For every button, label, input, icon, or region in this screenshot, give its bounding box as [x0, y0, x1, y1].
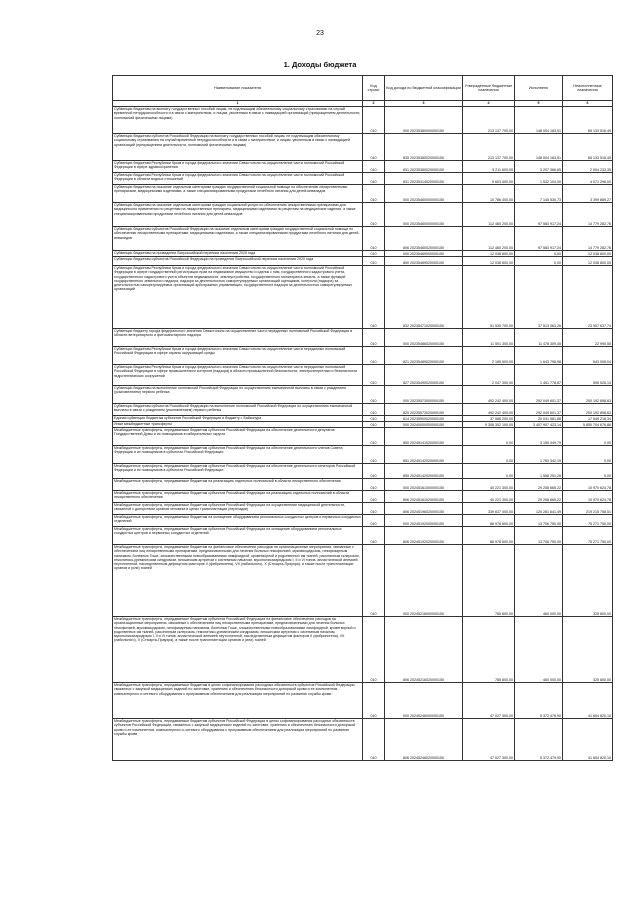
row-budget-code: 806 20245216020000150 [385, 617, 463, 683]
row-executed: 120 281 641,49 [515, 503, 563, 515]
row-unexecuted: 200 192 898,63 [563, 404, 613, 416]
table-row [113, 173, 613, 185]
row-budget-code: 806 20245192020000150 [385, 527, 463, 545]
table-row [113, 404, 613, 416]
row-budget-code: 000 20235469000000150 [385, 251, 463, 257]
table-row [113, 257, 613, 266]
row-approved: 213 137 700,00 [463, 134, 515, 161]
row-unexecuted: 5 850 704 676,86 [563, 422, 613, 428]
row-unexecuted: 75 271 750,00 [563, 515, 613, 527]
header-unexecuted: Неисполненные назначения [563, 76, 613, 101]
row-executed: 1 532 104,00 [515, 173, 563, 185]
row-executed: 5 372 478,90 [515, 683, 563, 719]
row-approved: 112 460 200,00 [463, 203, 515, 227]
row-budget-code: 814 20235900020000150 [385, 416, 463, 422]
row-line-code: 010 [363, 422, 385, 428]
row-line-code: 010 [363, 719, 385, 761]
row-name: Субвенции бюджетам на выплату государственных пособий лицам, не подлежащим обязательному социальному страхованию на случай временной нетрудоспособности и в связи с материнством, и лицам, уволенным в связи с ликвидацией организаций (прекращением деятельности, полномочий физическими лицами) [113, 107, 363, 134]
row-approved: 492 242 400,00 [463, 404, 515, 416]
row-executed: 97 583 917,24 [515, 227, 563, 251]
column-number: 1 [113, 101, 363, 107]
row-line-code: 010 [363, 251, 385, 257]
row-approved: 0,00 [463, 428, 515, 446]
row-name: Иные межбюджетные трансферты [113, 422, 363, 428]
row-line-code: 010 [363, 404, 385, 416]
row-name: Субвенции бюджетам субъектов Российской Федерации на оказание отдельным категориям граждан государственной социальной помощи по обеспечению лекарственными препаратами, медицинскими изделиями, а также специализированными продуктами лечебного питания для детей-инвалидов [113, 227, 363, 251]
table-row [113, 503, 613, 515]
row-name: Субвенции бюджетам Республики Крым и города федерального значения Севастополя на осуществление части полномочий Российской Федерации в области водных отношений [113, 173, 363, 185]
table-row [113, 545, 613, 617]
row-unexecuted: 12 038 800,00 [563, 251, 613, 257]
row-unexecuted: 325 800,00 [563, 545, 613, 617]
row-budget-code: 000 20235460000000150 [385, 203, 463, 227]
column-number: 6 [563, 101, 613, 107]
row-executed: 37 513 063,26 [515, 266, 563, 329]
row-name: Межбюджетные трансферты, передаваемые бюджетам субъектов Российской Федерации на реализацию отдельных полномочий в области лекарственного обеспечения [113, 491, 363, 503]
row-line-code: 010 [363, 446, 385, 464]
row-approved: 112 460 200,00 [463, 227, 515, 251]
row-budget-code: 821 20235489020000150 [385, 347, 463, 365]
row-approved: 12 038 800,00 [463, 251, 515, 257]
row-name: Субвенции бюджетам Республики Крым и города федерального значения Севастополя на осуществление части переданных полномочий Российской Федерации в сфере промышленного контроля (надзора) в области промышленной безопасности, электроэнергетики и безопасности гидротехнических сооружений [113, 365, 363, 386]
row-executed: 13 706 750,00 [515, 515, 563, 527]
row-name: Субвенции бюджетам на проведение Всероссийской переписи населения 2020 года [113, 251, 363, 257]
row-executed: 0,00 [515, 251, 563, 257]
row-executed: 460 000,00 [515, 545, 563, 617]
column-number: 4 [463, 101, 515, 107]
row-line-code: 010 [363, 134, 385, 161]
row-unexecuted: 17 549 218,34 [563, 416, 613, 422]
row-line-code: 010 [363, 227, 385, 251]
row-approved: 785 800,00 [463, 545, 515, 617]
row-name: Субвенции бюджетам на оказание отдельным категориям граждан социальной услуги по обеспечению лекарственными препаратами для медицинского применения по рецептам на лекарственные препараты, медицинскими изделиями по рецептам на медицинские изделия, а также специализированными продуктами лечебного питания для детей-инвалидов [113, 203, 363, 227]
row-line-code: 010 [363, 365, 385, 386]
row-name: Субвенции бюджетам на выполнение полномочий Российской Федерации по осуществлению ежемесячной выплаты в связи с рождением (усыновлением) первого ребенка [113, 386, 363, 404]
row-budget-code: 806 20245196020000150 [385, 503, 463, 515]
row-executed: 292 049 601,37 [515, 386, 563, 404]
row-unexecuted: 2 004 233,35 [563, 161, 613, 173]
row-line-code: 010 [363, 503, 385, 515]
table-header-row [113, 76, 613, 101]
row-approved: 492 242 400,00 [463, 386, 515, 404]
table-row [113, 107, 613, 134]
row-approved: 785 800,00 [463, 617, 515, 683]
row-executed: 29 258 665,22 [515, 479, 563, 491]
row-executed: 292 049 601,37 [515, 404, 563, 416]
row-line-code: 010 [363, 266, 385, 329]
row-executed: 29 258 665,22 [515, 491, 563, 503]
table-row [113, 527, 613, 545]
table-row [113, 203, 613, 227]
row-unexecuted: 4 071 296,00 [563, 173, 613, 185]
table-row [113, 365, 613, 386]
column-number: 3 [385, 101, 463, 107]
row-line-code: 010 [363, 185, 385, 203]
row-executed: 11 478 309,45 [515, 329, 563, 347]
row-executed: 13 706 750,00 [515, 527, 563, 545]
row-name: Межбюджетные трансферты, передаваемые бюджетам субъектов Российской Федерации на обеспечение деятельности депутатов Государственной Думы и их помощников в избирательных округах [113, 428, 363, 446]
row-unexecuted: 10 970 624,78 [563, 479, 613, 491]
row-line-code: 010 [363, 161, 385, 173]
row-budget-code: 000 20245246000000150 [385, 683, 463, 719]
page-number: 23 [316, 30, 324, 37]
row-line-code: 010 [363, 329, 385, 347]
row-line-code: 010 [363, 683, 385, 719]
table-row [113, 386, 613, 404]
row-executed: 1 643 796,98 [515, 347, 563, 365]
row-line-code: 010 [363, 428, 385, 446]
row-budget-code: 820 20235573020000150 [385, 404, 463, 416]
row-executed: 460 000,00 [515, 617, 563, 683]
table-row [113, 266, 613, 329]
row-approved: 0,00 [463, 464, 515, 479]
row-line-code: 010 [363, 347, 385, 365]
row-unexecuted: 10 970 624,78 [563, 491, 613, 503]
row-line-code: 010 [363, 617, 385, 683]
table-row [113, 617, 613, 683]
row-approved: 2 185 500,00 [463, 347, 515, 365]
table-row [113, 185, 613, 203]
row-budget-code: 831 20235380020000150 [385, 161, 463, 173]
row-name: Межбюджетные трансферты, передаваемые бюджетам на оснащение оборудованием региональных сосудистых центров и первичных сосудистых отделений [113, 515, 363, 527]
table-row [113, 515, 613, 527]
row-line-code: 010 [363, 416, 385, 422]
row-unexecuted: 0,00 [563, 428, 613, 446]
table-row [113, 479, 613, 491]
row-budget-code: 835 20235380020000150 [385, 134, 463, 161]
row-unexecuted: 0,00 [563, 464, 613, 479]
row-executed: 1 558 251,28 [515, 464, 563, 479]
row-budget-code: 806 20235460020000150 [385, 227, 463, 251]
row-unexecuted: 0,00 [563, 446, 613, 464]
row-approved: 47 027 300,00 [463, 719, 515, 761]
row-name: Межбюджетные трансферты, передаваемые бюджетам на реализацию отдельных полномочий в области лекарственного обеспечения [113, 479, 363, 491]
row-name: Межбюджетные трансферты, передаваемые бюджетам субъектов Российской Федерации на оснащение оборудованием региональных сосудистых центров и первичных сосудистых отделений [113, 527, 363, 545]
row-budget-code: 806 20245246020000150 [385, 719, 463, 761]
row-approved: 2 047 300,00 [463, 365, 515, 386]
table-row [113, 347, 613, 365]
row-line-code: 010 [363, 527, 385, 545]
header-name: Наименование показателя [113, 76, 363, 101]
row-name: Субвенции бюджетам Республики Крым и города федерального значения Севастополя на осуществление части полномочий Российской Федерации в сфере государственной регистрации прав на недвижимое имущество и сделок с ним, государственного кадастрового учета, государственного кадастрового учета объектов недвижимости, землеустройства, государственного мониторинга земель, а также функций государственного земельного надзора, надзора за деятельностью саморегулируемых организаций оценщиков, контроля (надзора) за деятельностью саморегулируемых организаций арбитражных управляющих, государственного надзора за деятельностью саморегулируемых организаций [113, 266, 363, 329]
row-budget-code: 000 20245216000000150 [385, 545, 463, 617]
row-budget-code: 850 20235469020000150 [385, 257, 463, 266]
row-line-code: 010 [363, 515, 385, 527]
row-unexecuted: 3 399 889,27 [563, 185, 613, 203]
row-executed: 20 041 581,88 [515, 416, 563, 422]
row-name: Субвенции бюджетам Республики Крым и города федерального значения Севастополя на осуществление части переданных полномочий Российской Федерации в сфере охраны окружающей среды [113, 347, 363, 365]
row-approved: 12 038 800,00 [463, 257, 515, 266]
row-name: Межбюджетные трансферты, передаваемые бюджетам субъектов Российской Федерации на осуществление медицинской деятельности, связанной с донорством органов человека в целях трансплантации (пересадки) [113, 503, 363, 515]
row-unexecuted: 543 006,04 [563, 347, 613, 365]
table-row [113, 446, 613, 464]
row-line-code: 010 [363, 107, 385, 134]
row-budget-code: 000 20235573000000150 [385, 386, 463, 404]
row-executed: 0,00 [515, 257, 563, 266]
row-name: Субвенции бюджетам на оказание отдельным категориям граждан государственной социальной помощи по обеспечению лекарственными препаратами, медицинскими изделиями, а также специализированными продуктами лечебного питания для детей-инвалидов [113, 185, 363, 203]
column-number: 2 [363, 101, 385, 107]
row-unexecuted: 12 038 800,00 [563, 257, 613, 266]
row-line-code: 010 [363, 545, 385, 617]
table-row [113, 491, 613, 503]
row-unexecuted: 23 957 637,74 [563, 266, 613, 329]
row-line-code: 010 [363, 464, 385, 479]
row-unexecuted: 65 133 516,49 [563, 107, 613, 134]
row-unexecuted: 75 271 750,00 [563, 527, 613, 545]
row-name: Межбюджетные трансферты, передаваемые бюджетам субъектов Российской Федерации на финансовое обеспечение расходов на организационные мероприятия, связанные с обеспечением лиц лекарственными препаратами, предназначенными для лечения больных гемофилией, муковисцидозом, гипофизарным нанизмом, болезнью Гоше, злокачественными новообразованиями лимфоидной, кроветворной и родственных им тканей, рассеянным склерозом, гемолитико-уремическим синдромом, юношеским артритом с системным началом, мукополисахаридозом I, II и VI типов, апластической анемией неуточненной, наследственным дефицитом факторов II (фибриногена), VII (лабильного), X (Стюарта-Прауэра), а также после трансплантации органов и (или) тканей [113, 617, 363, 683]
row-name: Межбюджетные трансферты, передаваемые бюджетам на финансовое обеспечение расходов на организационные мероприятия, связанные с обеспечением лиц лекарственными препаратами, предназначенными для лечения больных гемофилией, муковисцидозом, гипофизарным нанизмом, болезнью Гоше, злокачественными новообразованиями лимфоидной, кроветворной и родственных им тканей, рассеянным склерозом, гемолитико-уремическим синдромом, юношеским артритом с системным началом, мукополисахаридозом I, II и VI типов, апластической анемией неуточненной, наследственным дефицитом факторов II (фибриногена), VII (лабильного), X (Стюарта-Прауэра), а также после трансплантации органов и (или) тканей [113, 545, 363, 617]
row-budget-code: 831 20235414020000150 [385, 173, 463, 185]
row-approved: 47 027 300,00 [463, 683, 515, 719]
row-executed: 5 372 479,90 [515, 719, 563, 761]
row-name: Единая субвенция бюджетам субъектов Российской Федерации и бюджету г. Байконура [113, 416, 363, 422]
row-budget-code: 855 20245142020000150 [385, 464, 463, 479]
header-executed: Исполнено [515, 76, 563, 101]
row-name: Межбюджетные трансферты, передаваемые бюджетам в целях софинансирования расходных обязательств субъектов Российской Федерации, связанных с закупкой медицинских изделий по заготовке, хранению и обеспечению безопасности донорской крови и ее компонентов, компьютерного и сетевого оборудования с программным обеспечением для реализации мероприятий по развитию службы крови [113, 683, 363, 719]
row-executed: 3 150 449,79 [515, 428, 563, 446]
row-unexecuted: 595 526,13 [563, 365, 613, 386]
row-unexecuted: 219 215 758,51 [563, 503, 613, 515]
table-row [113, 464, 613, 479]
row-line-code: 010 [363, 386, 385, 404]
row-name: Субвенции бюджетам субъектов Российской Федерации на выполнение полномочий Российской Федерации по осуществлению ежемесячной выплаты в связи с рождением (усыновлением) первого ребенка [113, 404, 363, 416]
row-name: Межбюджетные трансферты, передаваемые бюджетам субъектов Российской Федерации в целях софинансирования расходных обязательств субъектов Российской Федерации, связанных с закупкой медицинских изделий по заготовке, хранению и обеспечению безопасности донорской крови и ее компонентов, компьютерного и сетевого оборудования с программным обеспечением для реализации мероприятий по развитию службы крови [113, 719, 363, 761]
row-approved: 40 221 300,00 [463, 491, 515, 503]
table-row [113, 683, 613, 719]
row-unexecuted: 65 133 516,49 [563, 134, 613, 161]
row-approved: 9 308 302 100,00 [463, 422, 515, 428]
table-row [113, 134, 613, 161]
header-budget-code: Код дохода по бюджетной классификации [385, 76, 463, 101]
row-executed: 3 407 907 423,14 [515, 422, 563, 428]
row-line-code: 010 [363, 173, 385, 185]
header-line-code: Код строки [363, 76, 385, 101]
row-approved: 5 211 600,00 [463, 161, 515, 173]
row-unexecuted: 14 779 282,76 [563, 203, 613, 227]
row-executed: 3 207 366,65 [515, 161, 563, 173]
row-approved: 37 586 200,00 [463, 416, 515, 422]
row-executed: 1 763 342,19 [515, 446, 563, 464]
row-approved: 51 530 700,00 [463, 266, 515, 329]
table-row [113, 719, 613, 761]
row-approved: 5 603 400,00 [463, 173, 515, 185]
row-name: Межбюджетные трансферты, передаваемые бюджетам субъектов Российской Федерации на обеспечение деятельности сенаторов Российской Федерации и их помощников в субъектах Российской Федерации [113, 464, 363, 479]
table-row [113, 329, 613, 347]
row-budget-code: 000 20235380000000150 [385, 107, 463, 134]
row-name: Субвенции бюджету города федерального значения Севастополя на осуществление части переданных полномочий Российской Федерации в области ветеринарного и фитосанитарного надзора [113, 329, 363, 347]
table-row [113, 428, 613, 446]
row-budget-code: 806 20245161020000150 [385, 491, 463, 503]
row-unexecuted: 22 990,55 [563, 329, 613, 347]
row-approved: 213 137 700,00 [463, 107, 515, 134]
table-row [113, 161, 613, 173]
row-line-code: 010 [363, 479, 385, 491]
row-budget-code: 000 20245161000000150 [385, 479, 463, 491]
row-unexecuted: 41 654 820,10 [563, 719, 613, 761]
row-line-code: 010 [363, 257, 385, 266]
row-name: Субвенции бюджетам субъектов Российской Федерации на выплату государственных пособий лицам, не подлежащим обязательному социальному страхованию на случай временной нетрудоспособности и в связи с материнством, и лицам, уволенным в связи с ликвидацией организаций (прекращением деятельности, полномочий физическими лицами) [113, 134, 363, 161]
row-line-code: 010 [363, 203, 385, 227]
row-budget-code: 850 20245141020000150 [385, 428, 463, 446]
row-executed: 148 004 183,51 [515, 107, 563, 134]
row-unexecuted: 325 800,00 [563, 617, 613, 683]
page-title: 1. Доходы бюджета [283, 60, 357, 69]
row-approved: 88 978 600,00 [463, 515, 515, 527]
row-executed: 1 451 778,87 [515, 365, 563, 386]
row-name: Субвенции бюджетам Республики Крым и города федерального значения Севастополя на осуществление части полномочий Российской Федерации в сфере здравоохранения [113, 161, 363, 173]
row-approved: 10 786 400,00 [463, 185, 515, 203]
row-unexecuted: 200 192 898,63 [563, 386, 613, 404]
row-approved: 11 501 300,00 [463, 329, 515, 347]
row-executed: 148 004 183,51 [515, 134, 563, 161]
row-approved: 0,00 [463, 446, 515, 464]
column-number: 5 [515, 101, 563, 107]
row-budget-code: 832 20235471020000150 [385, 266, 463, 329]
row-budget-code: 000 20235486020000150 [385, 329, 463, 347]
row-executed: 97 583 917,24 [515, 203, 563, 227]
row-budget-code: 851 20245142020000150 [385, 446, 463, 464]
row-budget-code: 827 20235490020000150 [385, 365, 463, 386]
table-row [113, 227, 613, 251]
row-budget-code: 000 20245192000000150 [385, 515, 463, 527]
row-approved: 40 221 300,00 [463, 479, 515, 491]
row-unexecuted: 41 654 820,10 [563, 683, 613, 719]
row-name: Субвенции бюджетам субъектов Российской Федерации на проведение Всероссийской переписи населения 2020 года [113, 257, 363, 266]
header-approved: Утвержденные бюджетные назначения [463, 76, 515, 101]
row-budget-code: 000 20235460000000150 [385, 185, 463, 203]
row-budget-code: 000 20240000000000150 [385, 422, 463, 428]
row-approved: 339 637 400,00 [463, 503, 515, 515]
row-approved: 88 978 600,00 [463, 527, 515, 545]
row-line-code: 010 [363, 491, 385, 503]
row-executed: 7 145 530,73 [515, 185, 563, 203]
row-unexecuted: 14 779 282,76 [563, 227, 613, 251]
budget-revenue-table [112, 75, 613, 761]
row-name: Межбюджетные трансферты, передаваемые бюджетам субъектов Российской Федерации на обеспечение деятельности членов Совета Федерации и их помощников в субъектах Российской Федерации [113, 446, 363, 464]
